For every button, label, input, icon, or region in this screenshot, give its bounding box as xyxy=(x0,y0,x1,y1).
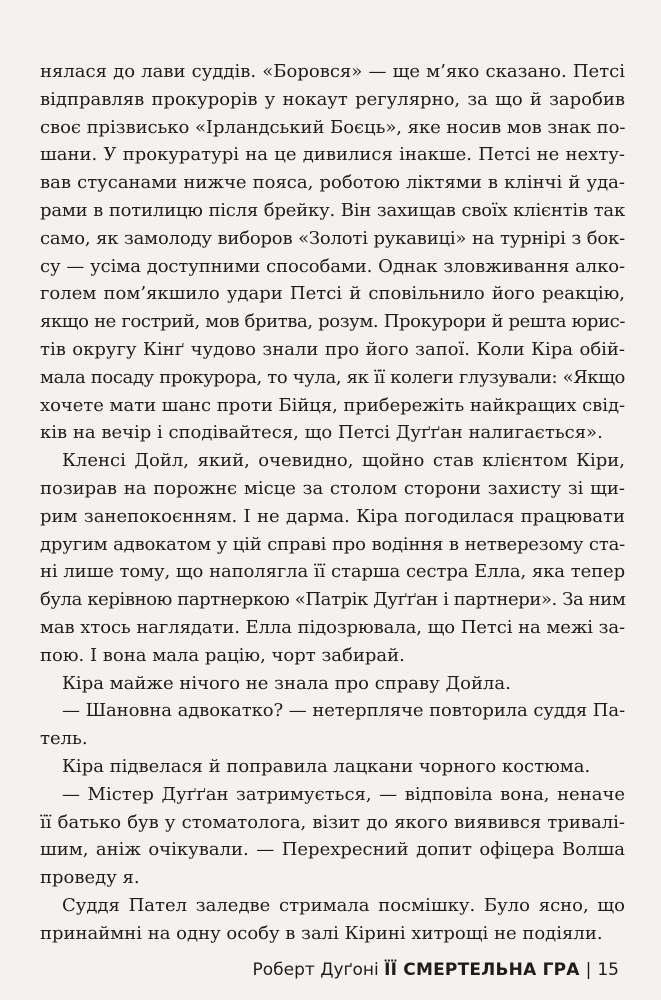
text-line: тель. xyxy=(40,728,88,750)
page-number: 15 xyxy=(597,960,619,980)
text-line: Кіра підвелася й поправила лацкани чорного костюма. xyxy=(62,755,591,777)
text-line: мав хтось наглядати. Елла підозрювала, що Петсі на межі за- xyxy=(40,616,625,638)
running-footer xyxy=(0,960,619,980)
footer-book-title: ЇЇ СМЕРТЕЛЬНА ГРА xyxy=(384,960,580,980)
paragraph xyxy=(40,58,625,447)
paragraph xyxy=(40,447,625,669)
text-line: була керівною партнеркою «Патрік Дуґґан і партнери». За ним xyxy=(40,589,626,611)
body-text xyxy=(40,58,625,948)
text-line: мала посаду прокурора, то чула, як її колеги глузували: «Якщо xyxy=(40,366,625,388)
text-line: Суддя Пател заледве стримала посмішку. Було ясно, що xyxy=(62,894,625,916)
text-line: вав стусанами нижче пояса, роботою ліктями в клінчі й уда- xyxy=(40,172,625,194)
text-line: су — усіма доступними способами. Однак зловживання алко- xyxy=(40,255,625,277)
text-line: її батько був у стоматолога, візит до якого виявився тривалі- xyxy=(40,811,625,833)
text-line: ків на вечір і сподівайтеся, що Петсі Дуґґан налигається». xyxy=(40,422,603,444)
paragraph xyxy=(40,670,625,698)
text-line: рами в потилицю після брейку. Він захищав своїх клієнтів так xyxy=(40,199,625,221)
text-line: якщо не гострий, мов бритва, розум. Прокурори й решта юрис- xyxy=(40,311,625,333)
text-line: тів округу Кінґ чудово знали про його запої. Коли Кіра обій- xyxy=(40,338,625,360)
paragraph xyxy=(40,892,625,948)
text-line: пою. І вона мала рацію, чорт забирай. xyxy=(40,644,405,666)
text-line: голем пом’якшило удари Петсі й сповільнило його реакцію, xyxy=(40,283,625,305)
text-line: проведу я. xyxy=(40,867,140,889)
text-line: нялася до лави суддів. «Боровся» — ще м’яко сказано. Петсі xyxy=(40,61,625,82)
text-line: своє прізвисько «Ірландський Боєць», яке носив мов знак по- xyxy=(40,116,626,138)
text-line: само, як замолоду виборов «Золоті рукавиці» на турнірі з бок- xyxy=(40,227,625,249)
text-line: Кіра майже нічого не знала про справу Дойла. xyxy=(62,672,511,694)
text-line: хочете мати шанс проти Бійця, прибережіть найкращих свід- xyxy=(40,394,626,416)
text-line: позирав на порожнє місце за столом сторони захисту зі щи- xyxy=(40,477,625,499)
text-line: Кленсі Дойл, який, очевидно, щойно став клієнтом Кіри, xyxy=(62,450,625,472)
footer-author: Роберт Дуґоні xyxy=(252,960,379,980)
paragraph xyxy=(40,781,625,892)
footer-separator: | xyxy=(585,960,592,980)
text-line: другим адвокатом у цій справі про водіння в нетверезому ста- xyxy=(40,533,625,555)
text-line: відправляв прокурорів у нокаут регулярно, за що й заробив xyxy=(40,88,625,110)
text-line: — Шановна адвокатко? — нетерпляче повторила суддя Па- xyxy=(62,700,625,722)
text-line: шим, аніж очікували. — Перехресний допит офіцера Волша xyxy=(40,839,625,861)
text-line: шани. У прокуратурі на це дивилися інакше. Петсі не нехту- xyxy=(40,144,625,166)
paragraph xyxy=(40,697,625,753)
text-line: — Містер Дуґґан затримується, — відповіла вона, неначе xyxy=(62,783,625,805)
text-line: рим занепокоєнням. І не дарма. Кіра погодилася працювати xyxy=(40,505,625,527)
text-line: принаймні на одну особу в залі Кірині хитрощі не подіяли. xyxy=(40,922,603,944)
paragraph xyxy=(40,753,625,781)
text-line: ні лише тому, що наполягла її старша сестра Елла, яка тепер xyxy=(40,561,625,583)
